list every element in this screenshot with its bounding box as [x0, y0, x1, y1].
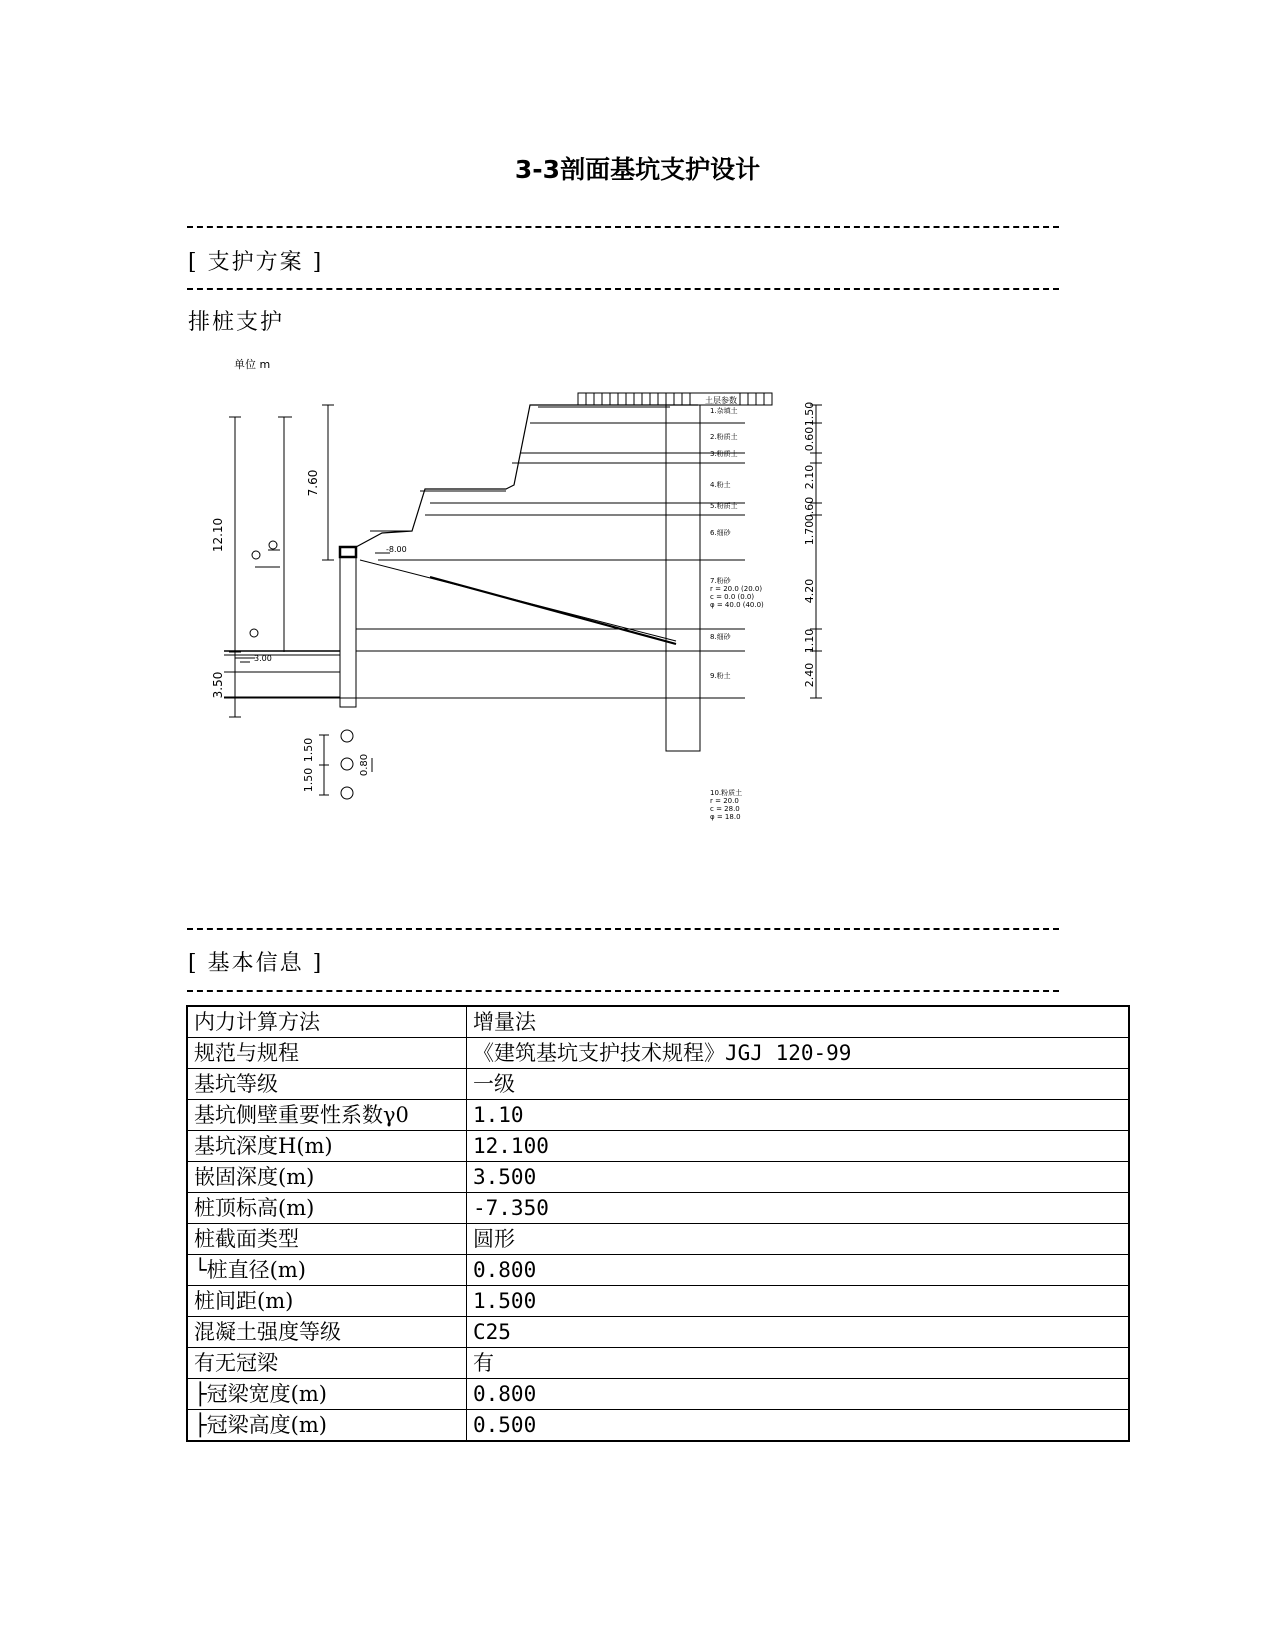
layer10-param-r: r = 20.0: [710, 797, 739, 805]
table-row: [187, 1224, 1129, 1255]
info-value: 一级: [467, 1069, 1130, 1100]
scheme-label: 排桩支护: [188, 310, 285, 335]
basic-info-table: [186, 1005, 1130, 1442]
layer7-param-phi: φ = 40.0 (40.0): [710, 601, 764, 609]
dashed-divider: [187, 928, 1059, 930]
layer-label-9: 9.粉土: [710, 672, 731, 680]
table-row: [187, 1379, 1129, 1410]
dim-3-50: 3.50: [211, 671, 225, 699]
section-heading-basic-info: [ 基本信息 ]: [188, 951, 324, 976]
dim-7-60: 7.60: [306, 469, 320, 497]
info-value: -7.350: [467, 1193, 1130, 1224]
layer-header: 土层参数: [705, 396, 737, 405]
layer10-param-phi: φ = 18.0: [710, 813, 741, 821]
water-mark: 3.00: [254, 654, 272, 663]
unit-label: 单位 m: [234, 358, 271, 371]
table-row: [187, 1038, 1129, 1069]
info-key: └桩直径(m): [187, 1255, 467, 1286]
thickness-2: 0.60: [803, 426, 816, 452]
layer10-param-c: c = 28.0: [710, 805, 740, 813]
section-drawing: [200, 355, 880, 875]
layer-label-1: 1.杂填土: [710, 407, 738, 415]
layer-label-4: 4.粉土: [710, 481, 731, 489]
info-key: 桩间距(m): [187, 1286, 467, 1317]
table-row: [187, 1193, 1129, 1224]
thickness-4: 0.60: [803, 496, 816, 522]
surcharge-hatch: [586, 393, 764, 405]
layer-label-2: 2.粉质土: [710, 433, 738, 441]
table-row: [187, 1006, 1129, 1038]
info-value: 3.500: [467, 1162, 1130, 1193]
info-value: 0.500: [467, 1410, 1130, 1442]
pile-dim-diameter: 0.80: [359, 753, 370, 777]
layer-label-6: 6.细砂: [710, 529, 731, 537]
info-value: C25: [467, 1317, 1130, 1348]
thickness-1: 1.50: [803, 401, 816, 427]
table-row: [187, 1317, 1129, 1348]
section-heading-scheme: [ 支护方案 ]: [188, 250, 324, 275]
info-value: 有: [467, 1348, 1130, 1379]
info-value: 圆形: [467, 1224, 1130, 1255]
info-key: 内力计算方法: [187, 1006, 467, 1038]
table-row: [187, 1131, 1129, 1162]
layer-label-10: 10.粉质土: [710, 789, 743, 797]
table-row: [187, 1286, 1129, 1317]
info-value: 1.500: [467, 1286, 1130, 1317]
level-mark: -8.00: [386, 545, 407, 554]
info-key: ├冠梁高度(m): [187, 1410, 467, 1442]
info-value: 12.100: [467, 1131, 1130, 1162]
info-value: 《建筑基坑支护技术规程》JGJ 120-99: [467, 1038, 1130, 1069]
layer7-param-r: r = 20.0 (20.0): [710, 585, 763, 593]
thickness-3: 2.10: [803, 464, 816, 490]
dashed-divider: [187, 288, 1059, 290]
layer-label-3: 3.粉质土: [710, 450, 738, 458]
info-key: 混凝土强度等级: [187, 1317, 467, 1348]
info-value: 1.10: [467, 1100, 1130, 1131]
table-row: [187, 1162, 1129, 1193]
info-key: 桩顶标高(m): [187, 1193, 467, 1224]
info-value: 0.800: [467, 1379, 1130, 1410]
dim-12-10: 12.10: [211, 517, 225, 553]
info-key: ├冠梁宽度(m): [187, 1379, 467, 1410]
layer-label-7: 7.粉砂: [710, 577, 731, 585]
pile-dim-spacing-2: 1.50: [302, 767, 315, 793]
info-key: 嵌固深度(m): [187, 1162, 467, 1193]
table-row: [187, 1348, 1129, 1379]
table-row: [187, 1255, 1129, 1286]
info-key: 基坑深度H(m): [187, 1131, 467, 1162]
table-row: [187, 1100, 1129, 1131]
table-row: [187, 1069, 1129, 1100]
info-value: 增量法: [467, 1006, 1130, 1038]
thickness-7: 1.10: [803, 628, 816, 654]
info-key: 规范与规程: [187, 1038, 467, 1069]
info-key: 基坑等级: [187, 1069, 467, 1100]
dashed-divider: [187, 226, 1059, 228]
page-title: 3-3剖面基坑支护设计: [514, 155, 761, 184]
layer-label-5: 5.粉质土: [710, 502, 738, 510]
dashed-divider: [187, 990, 1059, 992]
thickness-6: 4.20: [803, 578, 816, 604]
table-row: [187, 1410, 1129, 1442]
info-key: 基坑侧壁重要性系数γ0: [187, 1100, 467, 1131]
info-value: 0.800: [467, 1255, 1130, 1286]
info-key: 有无冠梁: [187, 1348, 467, 1379]
layer-label-8: 8.细砂: [710, 633, 731, 641]
layer7-param-c: c = 0.0 (0.0): [710, 593, 755, 601]
thickness-5: 1.70: [803, 520, 816, 546]
pile-dim-spacing-1: 1.50: [302, 737, 315, 763]
thickness-8: 2.40: [803, 662, 816, 688]
info-key: 桩截面类型: [187, 1224, 467, 1255]
